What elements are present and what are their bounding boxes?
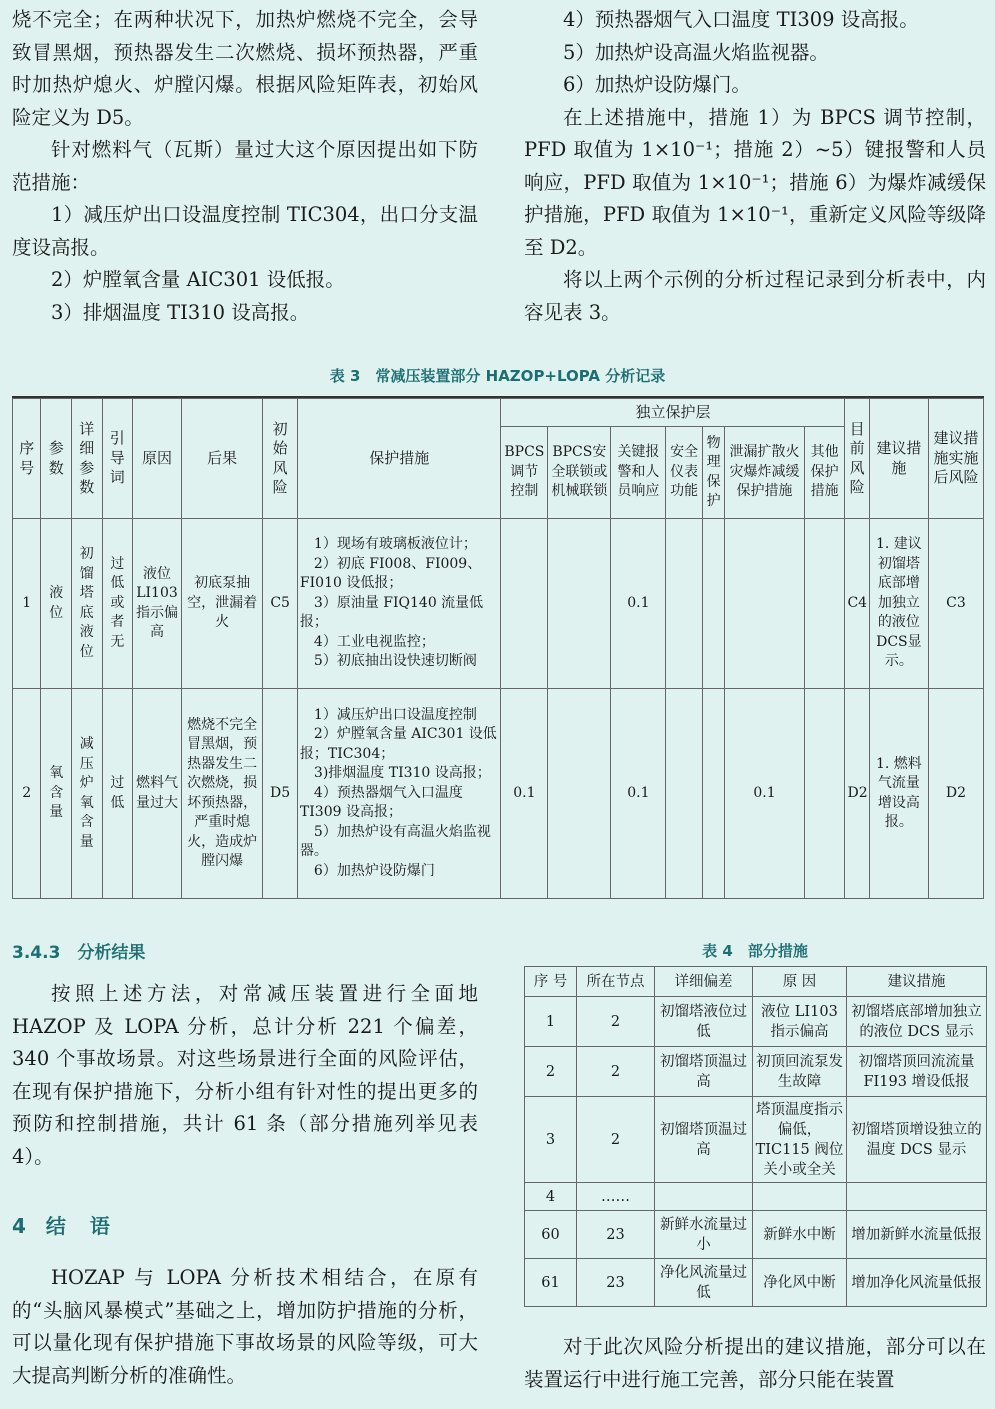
paragraph: 对于此次风险分析提出的建议措施，部分可以在装置运行中进行施工完善，部分只能在装置 xyxy=(524,1335,986,1391)
paragraph: 5）加热炉设高温火焰监视器。 xyxy=(563,40,829,64)
header-detail: 详细参数 xyxy=(72,399,103,519)
cell: 新鲜水流量过小 xyxy=(655,1211,753,1259)
cell-seq: 1 xyxy=(13,519,41,689)
cell: 2 xyxy=(577,997,655,1047)
cell-detail: 减压炉氧含量 xyxy=(72,689,103,899)
cell: 新鲜水中断 xyxy=(753,1211,847,1259)
cell-ipl-physical xyxy=(702,689,724,899)
cell: 初馏塔顶温过高 xyxy=(655,1097,753,1183)
table-row xyxy=(13,519,984,689)
cell: 初馏塔底部增加独立的液位 DCS 显示 xyxy=(847,997,987,1047)
cell-ipl-alarm: 0.1 xyxy=(611,519,666,689)
cell-ipl-sif xyxy=(666,689,703,899)
header-suggestion: 建议措施 xyxy=(847,967,987,997)
cell-ipl-other xyxy=(804,689,845,899)
table3 xyxy=(12,398,984,899)
cell: 2 xyxy=(525,1047,577,1097)
table-row xyxy=(525,997,987,1047)
section-title: 分析结果 xyxy=(77,943,146,963)
cell-ipl-bpcs xyxy=(501,519,548,689)
paragraph: 3）排烟温度 TI310 设高报。 xyxy=(51,300,310,324)
conclusion-column xyxy=(12,1262,478,1392)
right-column-top xyxy=(524,4,986,329)
header-param: 参数 xyxy=(41,399,72,519)
cell-current-risk: D2 xyxy=(845,689,869,899)
cell-initial-risk: D5 xyxy=(263,689,298,899)
cell-ipl-bpcs: 0.1 xyxy=(501,689,548,899)
cell-ipl-alarm: 0.1 xyxy=(611,689,666,899)
protection-line: 2）初底 FI008、FI009、FI010 设低报； xyxy=(299,555,482,592)
protection-line: 1）现场有玻璃板液位计； xyxy=(313,536,477,553)
header-current-risk: 目前风险 xyxy=(845,399,869,519)
protection-line: 5）初底抽出设快速切断阀 xyxy=(313,653,477,670)
cell-after-risk: C3 xyxy=(928,519,983,689)
cell: 初馏塔顶增设独立的温度 DCS 显示 xyxy=(847,1097,987,1183)
header-seq: 序 号 xyxy=(525,967,577,997)
cell-protection xyxy=(297,519,501,689)
cell-protection xyxy=(297,689,501,899)
table4 xyxy=(524,966,987,1307)
section-heading-3-4-3 xyxy=(12,938,145,963)
header-initial-risk: 初始风险 xyxy=(263,399,298,519)
cell: 2 xyxy=(577,1097,655,1183)
header-cause: 原 因 xyxy=(753,967,847,997)
protection-line: 6）加热炉设防爆门 xyxy=(313,862,435,879)
protection-line: 3）原油量 FIQ140 流量低报； xyxy=(299,594,484,631)
cell-ipl-interlock xyxy=(548,519,611,689)
paragraph: 烧不完全；在两种状况下，加热炉燃烧不完全，会导致冒黑烟，预热器发生二次燃烧、损坏预热器，严重时加热炉熄火、炉膛闪爆。根据风险矩阵表，初始风险定义为 D5。 xyxy=(12,8,478,129)
header-ipl-interlock: BPCS安全联锁或机械联锁 xyxy=(548,427,611,519)
cell-guide: 过低 xyxy=(102,689,133,899)
paragraph: 4）预热器烟气入口温度 TI309 设高报。 xyxy=(563,8,919,31)
cell: 2 xyxy=(577,1047,655,1097)
cell xyxy=(847,1183,987,1211)
cell: 增加净化风流量低报 xyxy=(847,1259,987,1307)
cell: 23 xyxy=(577,1259,655,1307)
cell-detail: 初馏塔底液位 xyxy=(72,519,103,689)
section-number: 3.4.3 xyxy=(12,943,61,963)
cell-guide: 过低或者无 xyxy=(102,519,133,689)
paragraph: 将以上两个示例的分析过程记录到分析表中，内容见表 3。 xyxy=(524,268,986,324)
cell-consequence: 燃烧不完全冒黑烟，预热器发生二次燃烧，损坏预热器，严重时熄火，造成炉膛闪爆 xyxy=(181,689,262,899)
cell: 液位 LI103 指示偏高 xyxy=(753,997,847,1047)
cell-suggestion: 1. 建议初馏塔底部增加独立的液位DCS显示。 xyxy=(869,519,928,689)
cell-param: 液位 xyxy=(41,519,72,689)
cell: 增加新鲜水流量低报 xyxy=(847,1211,987,1259)
header-ipl-group: 独立保护层 xyxy=(501,399,845,427)
header-ipl-mitigation: 泄漏扩散火灾爆炸减缓保护措施 xyxy=(725,427,804,519)
cell-current-risk: C4 xyxy=(845,519,869,689)
cell: 净化风中断 xyxy=(753,1259,847,1307)
protection-line: 3)排烟温度 TI310 设高报； xyxy=(313,765,491,782)
protection-line: 5）加热炉设有高温火焰监视器。 xyxy=(299,823,491,860)
cell: 1 xyxy=(525,997,577,1047)
protection-line: 2）炉膛氧含量 AIC301 设低报；TIC304； xyxy=(299,726,497,762)
cell: 初顶回流泵发生故障 xyxy=(753,1047,847,1097)
cell-ipl-physical xyxy=(702,519,724,689)
protection-line: 4）工业电视监控； xyxy=(313,633,435,650)
section-number: 4 xyxy=(12,1214,28,1238)
right-column-bottom xyxy=(524,1331,986,1396)
table-row xyxy=(525,1183,987,1211)
left-column-bottom xyxy=(12,978,478,1173)
header-after-risk: 建议措施实施后风险 xyxy=(928,399,983,519)
left-column-top xyxy=(12,4,478,329)
section-title: 结 语 xyxy=(45,1214,112,1238)
paragraph: 1）减压炉出口设温度控制 TIC304，出口分支温度设高报。 xyxy=(12,203,478,259)
cell: 3 xyxy=(525,1097,577,1183)
cell: 4 xyxy=(525,1183,577,1211)
protection-line: 1）减压炉出口设温度控制 xyxy=(313,706,477,723)
cell: 塔顶温度指示偏低，TIC115 阀位关小或全关 xyxy=(753,1097,847,1183)
cell-ipl-mitigation: 0.1 xyxy=(725,689,804,899)
cell-cause: 燃料气量过大 xyxy=(133,689,182,899)
header-ipl-physical: 物理保护 xyxy=(702,427,724,519)
table-row xyxy=(525,1211,987,1259)
header-ipl-alarm: 关键报警和人员响应 xyxy=(611,427,666,519)
cell: …… xyxy=(577,1183,655,1211)
paragraph: 2）炉膛氧含量 AIC301 设低报。 xyxy=(51,268,345,291)
table-row xyxy=(525,1259,987,1307)
header-seq: 序号 xyxy=(13,399,41,519)
cell: 初馏塔液位过低 xyxy=(655,997,753,1047)
header-deviation: 详细偏差 xyxy=(655,967,753,997)
cell: 23 xyxy=(577,1211,655,1259)
cell-after-risk: D2 xyxy=(928,689,983,899)
header-consequence: 后果 xyxy=(181,399,262,519)
table3-caption: 表 3 常减压装置部分 HAZOP+LOPA 分析记录 xyxy=(329,367,666,385)
header-protection: 保护措施 xyxy=(297,399,501,519)
cell-ipl-mitigation xyxy=(725,519,804,689)
cell-ipl-other xyxy=(804,519,845,689)
cell xyxy=(753,1183,847,1211)
header-ipl-other: 其他保护措施 xyxy=(804,427,845,519)
header-cause: 原因 xyxy=(133,399,182,519)
paragraph: HOZAP 与 LOPA 分析技术相结合，在原有的“头脑风暴模式”基础之上，增加防护措施的分析，可以量化现有保护措施下事故场景的风险等级，可大大提高判断分析的准确性。 xyxy=(12,1266,478,1387)
cell: 60 xyxy=(525,1211,577,1259)
section-heading-4 xyxy=(12,1210,112,1239)
header-ipl-sif: 安全仪表功能 xyxy=(666,427,703,519)
cell: 初馏塔顶温过高 xyxy=(655,1047,753,1097)
cell xyxy=(655,1183,753,1211)
paragraph: 按照上述方法，对常减压装置进行全面地 HAZOP 及 LOPA 分析，总计分析 221 个偏差，340 个事故场景。对这些场景进行全面的风险评估，在现有保护措施下，分析小组有针对性的提出更多的预防和控制措施，共计 61 条（部分措施列举见表 4）。 xyxy=(12,982,478,1168)
cell: 61 xyxy=(525,1259,577,1307)
paragraph: 在上述措施中，措施 1）为 BPCS 调节控制，PFD 取值为 1×10⁻¹；措施 2）~5）键报警和人员响应，PFD 取值为 1×10⁻¹；措施 6）为爆炸减缓保护措施，PFD 取值为 1×10⁻¹，重新定义风险等级降至 D2。 xyxy=(524,105,986,259)
protection-line: 4）预热器烟气入口温度 TI309 设高报； xyxy=(299,784,463,821)
table-row xyxy=(525,1097,987,1183)
cell-consequence: 初底泵抽空，泄漏着火 xyxy=(181,519,262,689)
header-ipl-bpcs: BPCS调节控制 xyxy=(501,427,548,519)
cell: 净化风流量过低 xyxy=(655,1259,753,1307)
cell-cause: 液位LI103指示偏高 xyxy=(133,519,182,689)
cell-seq: 2 xyxy=(13,689,41,899)
cell-param: 氧含量 xyxy=(41,689,72,899)
table-row xyxy=(13,689,984,899)
paragraph: 6）加热炉设防爆门。 xyxy=(563,73,751,96)
header-suggestion: 建议措施 xyxy=(869,399,928,519)
cell-ipl-interlock xyxy=(548,689,611,899)
cell-suggestion: 1. 燃料气流量增设高报。 xyxy=(869,689,928,899)
cell-initial-risk: C5 xyxy=(263,519,298,689)
table4-caption: 表 4 部分措施 xyxy=(702,942,808,960)
cell: 初馏塔顶回流流量 FI193 增设低报 xyxy=(847,1047,987,1097)
paragraph: 针对燃料气（瓦斯）量过大这个原因提出如下防范措施： xyxy=(12,138,478,194)
cell-ipl-sif xyxy=(666,519,703,689)
table-row xyxy=(525,1047,987,1097)
header-node: 所在节点 xyxy=(577,967,655,997)
header-guide: 引导词 xyxy=(102,399,133,519)
